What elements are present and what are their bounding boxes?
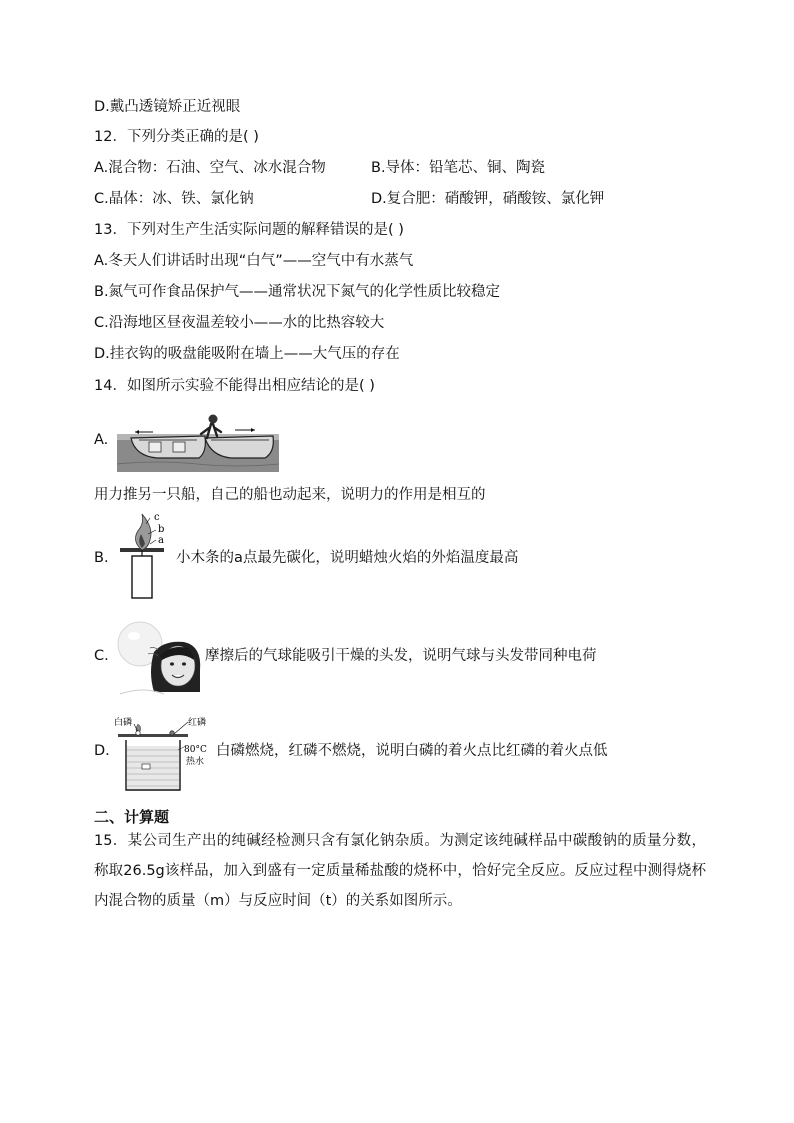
q14-option-b-text: 小木条的a点最先碳化，说明蜡烛火焰的外焰温度最高 (176, 550, 519, 566)
q13-option-b: B.氮气可作食品保护气——通常状况下氮气的化学性质比较稳定 (94, 284, 501, 300)
q14-option-d-text: 白磷燃烧，红磷不燃烧，说明白磷的着火点比红磷的着火点低 (216, 743, 608, 759)
q15-paragraph: 15．某公司生产出的纯碱经检测只含有氯化钠杂质。为测定该纯碱样品中碳酸钠的质量分数，称取26.5g该样品，加入到盛有一定质量稀盐酸的烧杯中，恰好完全反应。反应过程中测得烧杯内混合物的质量（m）与反应时间（t）的关系如图所示。 (94, 833, 706, 909)
temperature-label: 80°C (184, 745, 207, 755)
candle-label-a: a (158, 535, 164, 546)
candle-figure (118, 510, 173, 600)
q11-option-d: D.戴凸透镜矫正近视眼 (94, 99, 241, 115)
boat-figure (117, 412, 279, 472)
q14-option-d-letter: D. (94, 743, 110, 759)
q14-option-a-text: 用力推另一只船，自己的船也动起来，说明力的作用是相互的 (94, 487, 486, 503)
q14-option-c-letter: C. (94, 648, 109, 664)
q14-option-b-letter: B. (94, 550, 109, 566)
q13-option-c: C.沿海地区昼夜温差较小——水的比热容较大 (94, 315, 385, 331)
candle-label-b: b (158, 524, 165, 535)
hot-water-label: 热水 (186, 757, 205, 767)
q12-option-b: B.导体：铅笔芯、铜、陶瓷 (371, 160, 546, 176)
q13-option-a: A.冬天人们讲话时出现“白气”——空气中有水蒸气 (94, 253, 414, 269)
q12-option-d: D.复合肥：硝酸钾，硝酸铵、氯化钾 (371, 191, 605, 207)
red-phosphorus-label: 红磷 (188, 718, 207, 728)
q14-option-a-letter: A. (94, 432, 109, 448)
q13-stem: 13．下列对生产生活实际问题的解释错误的是( ) (94, 222, 404, 238)
q12-option-a: A.混合物：石油、空气、冰水混合物 (94, 160, 326, 176)
q14-option-c-text: 摩擦后的气球能吸引干燥的头发，说明气球与头发带同种电荷 (205, 648, 597, 664)
candle-label-c: c (154, 512, 160, 523)
q14-stem: 14．如图所示实验不能得出相应结论的是( ) (94, 378, 375, 394)
q13-option-d: D.挂衣钩的吸盘能吸附在墙上——大气压的存在 (94, 346, 400, 362)
q12-stem: 12．下列分类正确的是( ) (94, 129, 259, 145)
white-phosphorus-label: 白磷 (114, 718, 133, 728)
balloon-girl-figure (114, 620, 204, 696)
section-title: 二、计算题 (94, 808, 170, 826)
q12-option-c: C.晶体：冰、铁、氯化钠 (94, 191, 254, 207)
phosphorus-beaker-figure (112, 712, 214, 794)
